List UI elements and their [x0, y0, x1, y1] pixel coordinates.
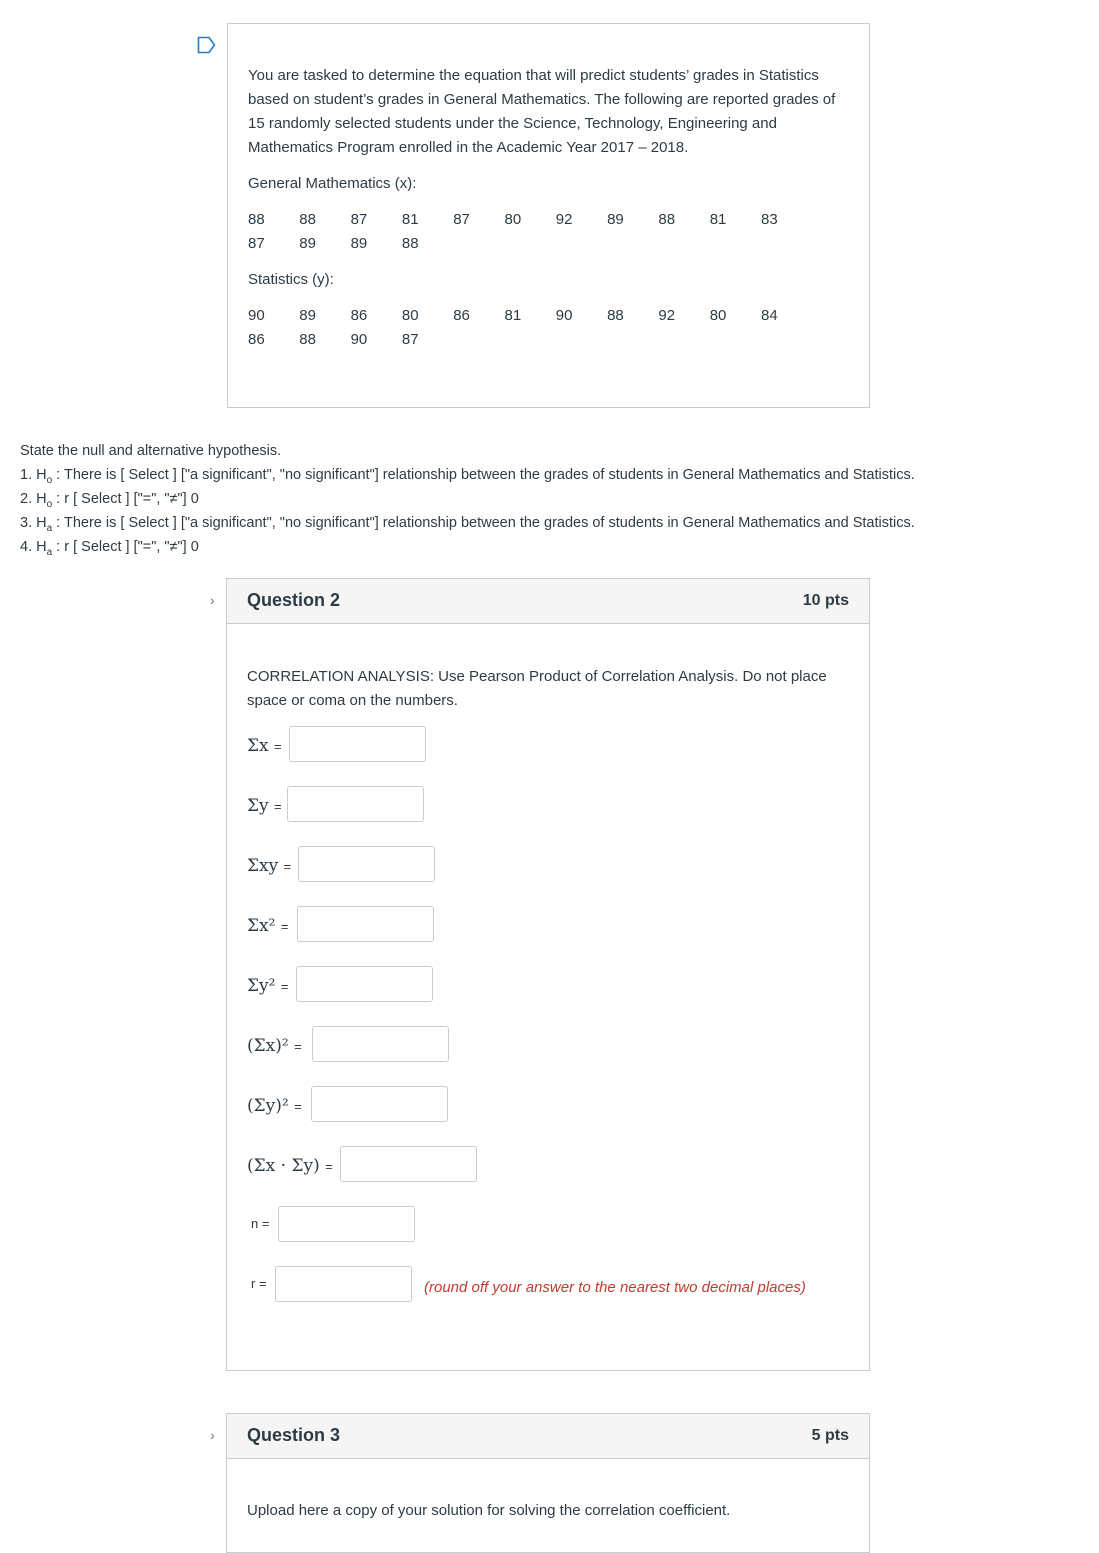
sum-x-input[interactable]: [289, 726, 426, 762]
h4-select-dropdown[interactable]: [ Select ]: [73, 539, 130, 555]
h1-select-dropdown[interactable]: [ Select ]: [120, 467, 177, 483]
data-value: 80: [401, 307, 419, 324]
question-2-points: 10 pts: [802, 592, 849, 609]
question-2-title: Question 2: [247, 590, 341, 610]
question-2-header: [226, 578, 870, 624]
data-value: 80: [504, 211, 522, 228]
data-value: 89: [299, 307, 316, 324]
h3-prefix: 3. H: [20, 515, 47, 531]
h4-prefix: 4. H: [20, 539, 47, 555]
h1-text: : There is: [52, 467, 121, 483]
data-value: 86: [453, 307, 470, 324]
product-sums-label: [247, 1156, 333, 1176]
data-value: 89: [299, 235, 316, 252]
sum-x-label: [247, 736, 282, 756]
question-3-points: 5 pts: [811, 1427, 849, 1444]
data-value: 87: [350, 211, 368, 228]
data-value: 84: [761, 307, 778, 324]
square-sum-y-symbol: (Σy)²: [247, 1096, 289, 1116]
sum-y2-input[interactable]: [296, 966, 433, 1002]
n-symbol: n: [251, 1216, 259, 1231]
square-sum-y-label: [247, 1096, 302, 1116]
data-value: 86: [248, 331, 265, 348]
h2-options: ["=", "≠"] 0: [129, 491, 199, 507]
equals-sign: =: [280, 979, 289, 994]
data-value: 81: [504, 307, 522, 324]
data-value: 88: [658, 211, 676, 228]
square-sum-x-symbol: (Σx)²: [247, 1036, 289, 1056]
y-label: Statistics (y):: [248, 271, 334, 288]
data-value: 87: [401, 331, 419, 348]
sum-xy-input[interactable]: [298, 846, 435, 882]
product-sums-input[interactable]: [340, 1146, 477, 1182]
data-value: 81: [709, 211, 727, 228]
data-value: 88: [607, 307, 624, 324]
equals-sign: =: [294, 1039, 302, 1054]
round-off-note: (round off your answer to the nearest two decimal places): [424, 1279, 806, 1296]
equals-sign: =: [280, 919, 289, 934]
chevron-right-icon: ›: [210, 1427, 215, 1443]
h2-prefix: 2. H: [20, 491, 47, 507]
h3-sub: a: [46, 522, 53, 534]
data-value: 88: [248, 211, 265, 228]
data-value: 86: [350, 307, 368, 324]
flag-icon[interactable]: [197, 36, 217, 54]
sum-x-symbol: Σx: [247, 736, 269, 756]
h2-sub: o: [46, 498, 53, 510]
hypothesis-intro: State the null and alternative hypothesis.: [20, 443, 282, 459]
x-label: General Mathematics (x):: [248, 175, 417, 192]
r-label: [251, 1276, 267, 1291]
h4-sub: a: [46, 546, 53, 558]
question-3-header: [226, 1413, 870, 1459]
problem-statement: You are tasked to determine the equation that will predict students’ grades in Statistics based on student’s grades in General Mathematics. The following are reported grades of 15 randomly selected students under the Science, Technology, Engineering and Mathematics Program enrolled in the Academic Year 2017 – 2018.: [248, 67, 836, 156]
sum-x2-symbol: Σx²: [247, 916, 276, 936]
square-sum-x-label: [247, 1036, 302, 1056]
data-value: 88: [299, 331, 316, 348]
sum-xy-label: [247, 856, 291, 876]
equals-sign: =: [294, 1099, 302, 1114]
data-value: 90: [248, 307, 265, 324]
h2-select-dropdown[interactable]: [ Select ]: [73, 491, 130, 507]
data-value: 90: [555, 307, 573, 324]
equals-sign: =: [258, 1276, 267, 1291]
data-value: 87: [248, 235, 265, 252]
h1-options: ["a significant", "no significant"] relationship between the grades of students in General Mathematics and Statistics.: [176, 467, 915, 483]
question-2-instructions: CORRELATION ANALYSIS: Use Pearson Product of Correlation Analysis. Do not place space or coma on the numbers.: [247, 668, 827, 709]
h3-select-dropdown[interactable]: [ Select ]: [120, 515, 177, 531]
h4-options: ["=", "≠"] 0: [129, 539, 199, 555]
square-sum-x-input[interactable]: [312, 1026, 449, 1062]
h2-text: : r: [52, 491, 74, 507]
sum-y-symbol: Σy: [247, 796, 269, 816]
sum-xy-symbol: Σxy: [247, 856, 279, 876]
equals-sign: =: [274, 739, 282, 754]
sum-y-label: [247, 796, 282, 816]
sum-y-input[interactable]: [287, 786, 424, 822]
equals-sign: =: [325, 1159, 333, 1174]
data-value: 89: [607, 211, 624, 228]
question-3-title: Question 3: [247, 1425, 341, 1445]
sum-x2-input[interactable]: [297, 906, 434, 942]
equals-sign: =: [261, 1216, 270, 1231]
data-value: 83: [761, 211, 778, 228]
data-value: 88: [401, 235, 419, 252]
h4-text: : r: [52, 539, 74, 555]
data-value: 90: [350, 331, 368, 348]
data-value: 80: [709, 307, 727, 324]
equals-sign: =: [274, 799, 282, 814]
h1-sub: o: [46, 474, 53, 486]
chevron-right-icon: ›: [210, 592, 215, 608]
n-input[interactable]: [278, 1206, 415, 1242]
data-value: 92: [555, 211, 573, 228]
question-3-text: Upload here a copy of your solution for solving the correlation coefficient.: [247, 1502, 731, 1519]
product-sums-symbol: (Σx · Σy): [247, 1156, 320, 1176]
sum-x2-label: [247, 916, 288, 936]
data-value: 92: [658, 307, 676, 324]
sum-y2-symbol: Σy²: [247, 976, 276, 996]
equals-sign: =: [283, 859, 292, 874]
data-value: 87: [453, 211, 470, 228]
data-value: 81: [401, 211, 419, 228]
data-value: 89: [350, 235, 368, 252]
r-input[interactable]: [275, 1266, 412, 1302]
h3-text: : There is: [52, 515, 121, 531]
h3-options: ["a significant", "no significant"] relationship between the grades of students in General Mathematics and Statistics.: [176, 515, 915, 531]
r-symbol: r: [251, 1276, 256, 1291]
hypothesis-4: [20, 535, 199, 565]
sum-y2-label: [247, 976, 288, 996]
n-label: [251, 1216, 269, 1231]
square-sum-y-input[interactable]: [311, 1086, 448, 1122]
h1-prefix: 1. H: [20, 467, 47, 483]
data-value: 88: [299, 211, 316, 228]
